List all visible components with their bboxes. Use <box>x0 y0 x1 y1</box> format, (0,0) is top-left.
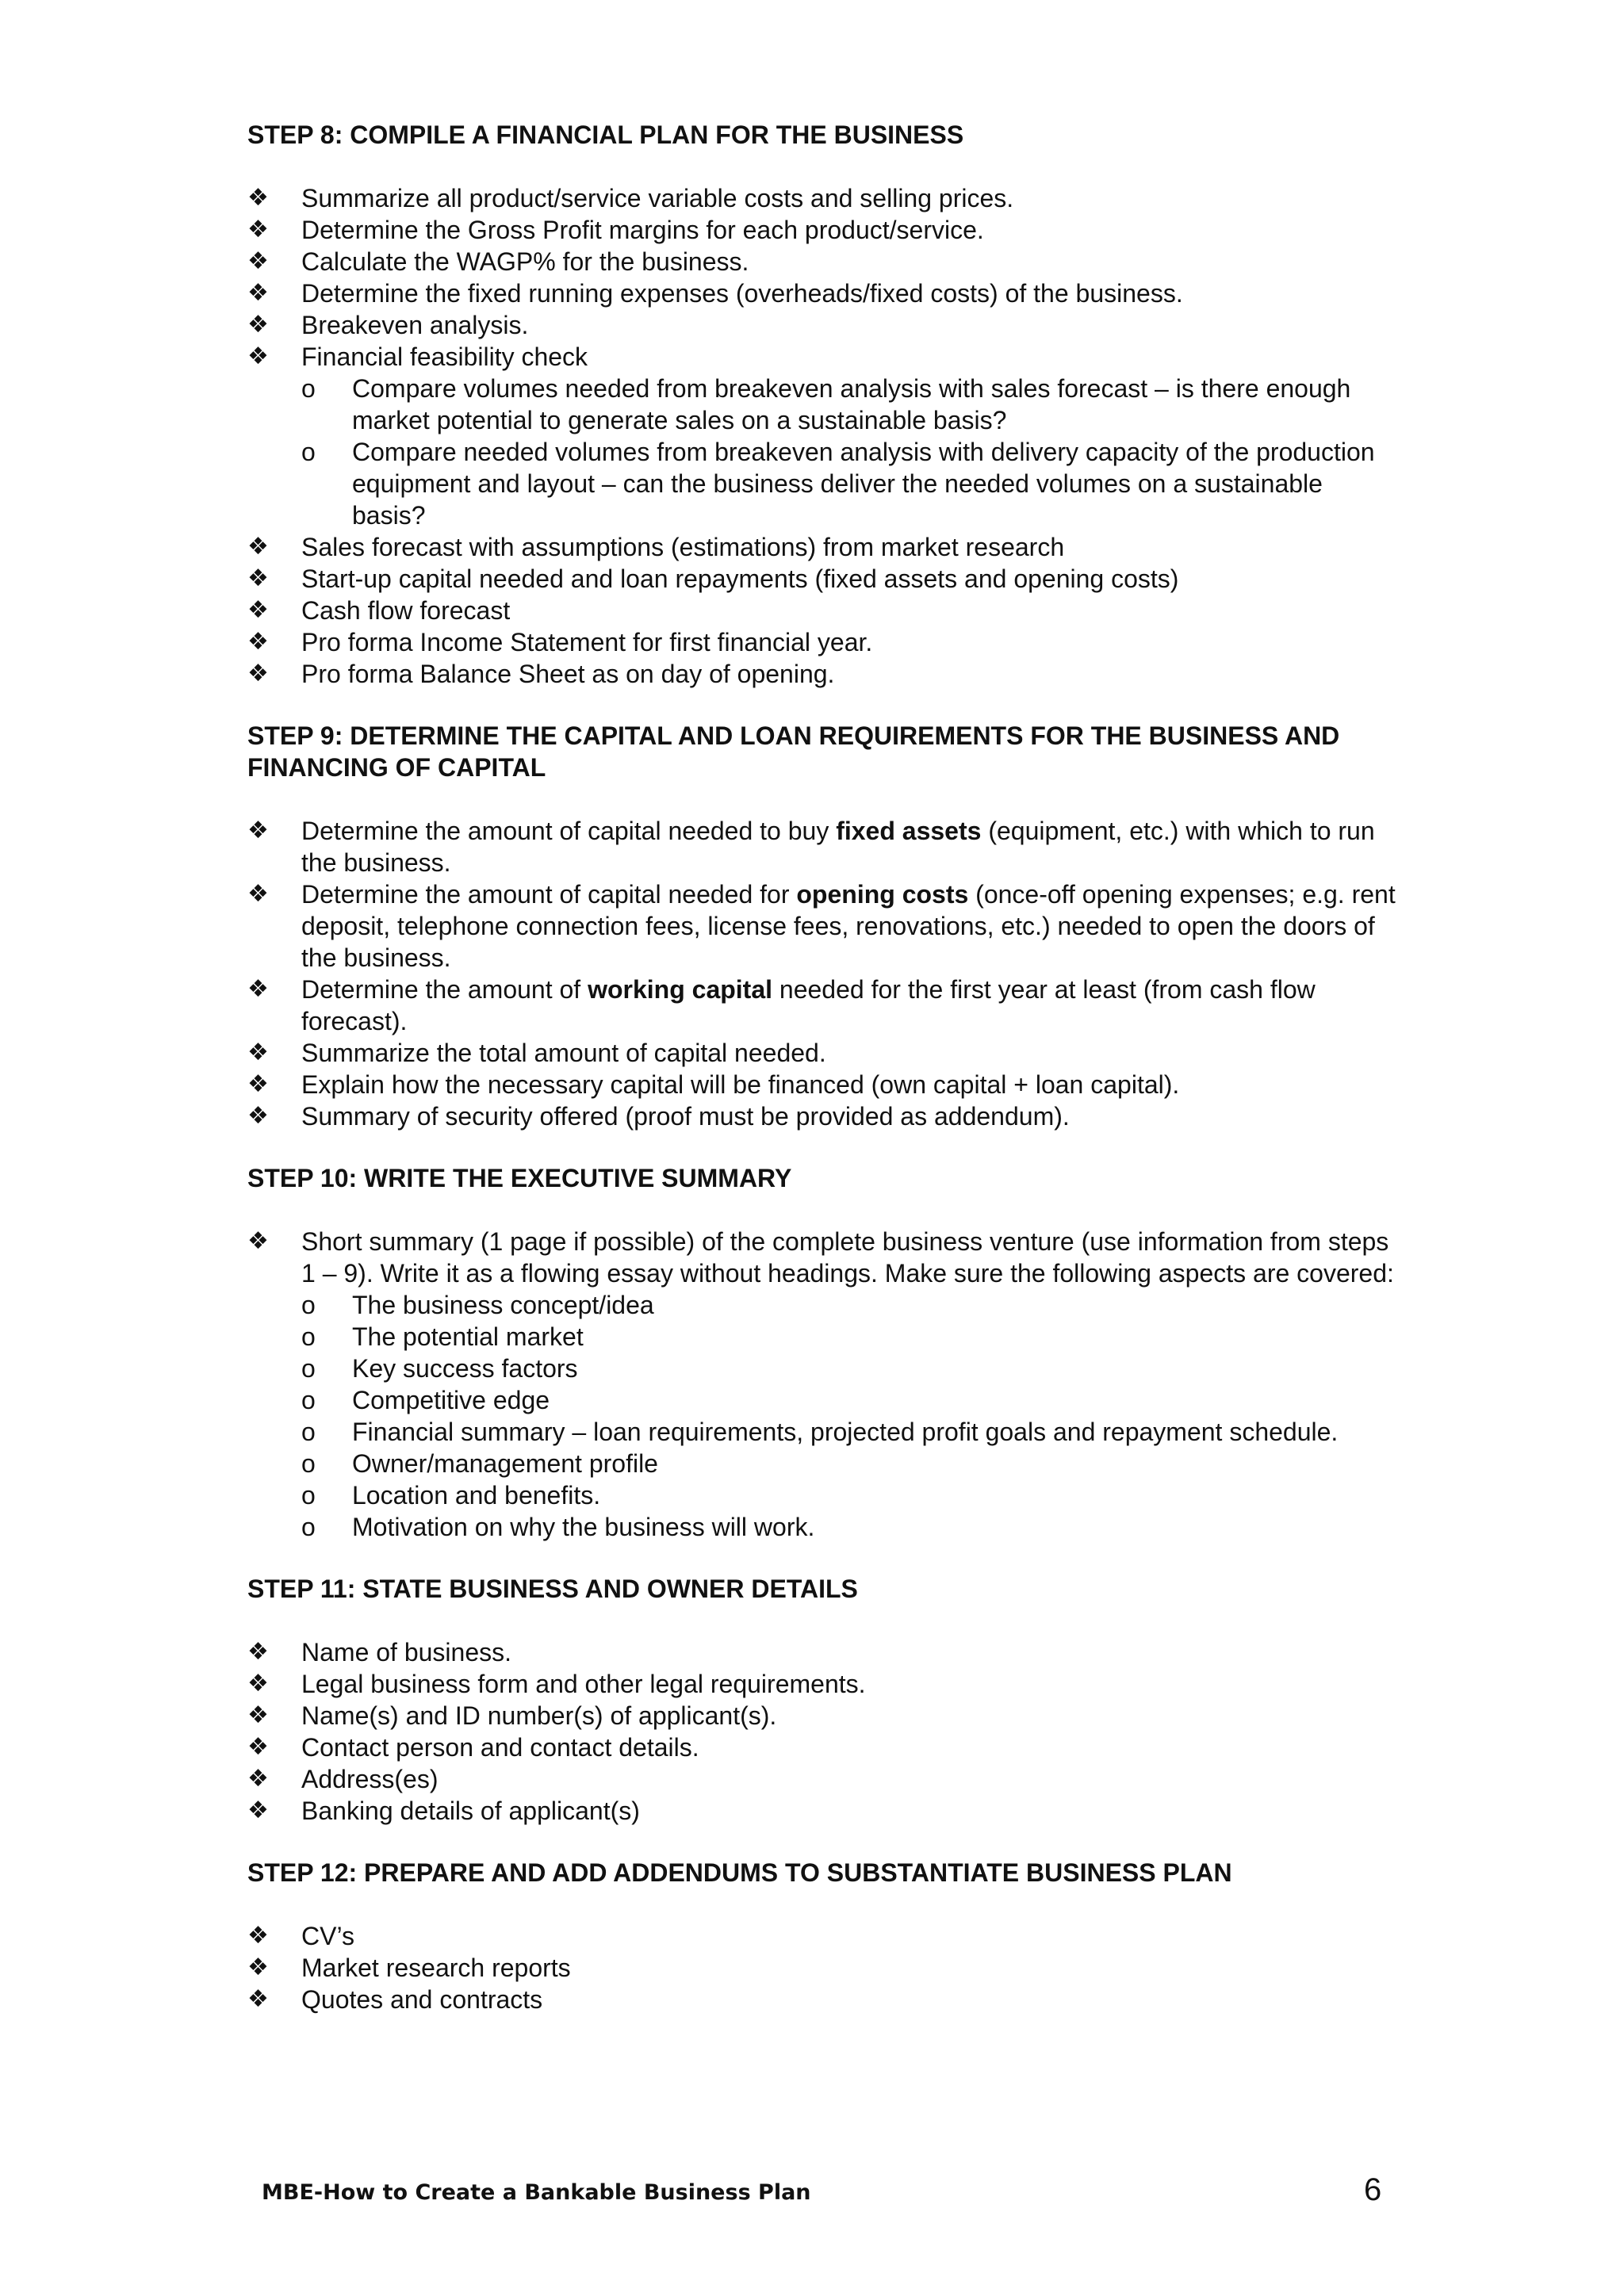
list-item: ❖ Determine the Gross Profit margins for each product/service. <box>247 216 984 244</box>
step8-heading: STEP 8: COMPILE A FINANCIAL PLAN FOR THE BUSINESS <box>247 121 964 149</box>
circle-bullet-icon: o <box>301 1354 316 1383</box>
sub-list-item: o Competitive edge <box>301 1386 550 1414</box>
diamond-bullet-icon: ❖ <box>247 1102 269 1130</box>
step11-list <box>247 1636 1397 1827</box>
circle-bullet-icon: o <box>301 1386 316 1414</box>
circle-bullet-icon: o <box>301 1322 316 1351</box>
diamond-bullet-icon: ❖ <box>247 184 269 212</box>
diamond-bullet-icon: ❖ <box>247 564 269 592</box>
list-item: ❖ Sales forecast with assumptions (estimations) from market research <box>247 533 1065 561</box>
sub-list-item: o Owner/management profile <box>301 1449 658 1478</box>
diamond-bullet-icon: ❖ <box>247 1765 269 1793</box>
list-item: ❖ Determine the amount of capital needed for opening costs (once-off opening expenses; e.g. rent deposit, telephone connection fees, license fees, renovations, etc.) needed to open the doors of the business. <box>247 880 1396 972</box>
circle-bullet-icon: o <box>301 1449 316 1478</box>
diamond-bullet-icon: ❖ <box>247 1922 269 1950</box>
diamond-bullet-icon: ❖ <box>247 279 269 307</box>
diamond-bullet-icon: ❖ <box>247 1638 269 1666</box>
step8-list <box>247 182 1397 690</box>
diamond-bullet-icon: ❖ <box>247 817 269 844</box>
sub-list-item: o The business concept/idea <box>301 1291 654 1319</box>
diamond-bullet-icon: ❖ <box>247 628 269 656</box>
step10-list <box>247 1226 1397 1543</box>
list-item: ❖ Banking details of applicant(s) <box>247 1797 640 1825</box>
list-item: ❖ Calculate the WAGP% for the business. <box>247 247 749 276</box>
circle-bullet-icon: o <box>301 1418 316 1446</box>
list-item: ❖ Summarize all product/service variable costs and selling prices. <box>247 184 1014 212</box>
sub-list-item: o Motivation on why the business will work. <box>301 1513 815 1541</box>
sub-list-item: o Key success factors <box>301 1354 578 1383</box>
diamond-bullet-icon: ❖ <box>247 660 269 687</box>
step12-list <box>247 1920 1397 2015</box>
feasibility-sublist <box>301 373 1397 531</box>
list-item: ❖ Determine the amount of capital needed to buy fixed assets (equipment, etc.) with which to run the business. <box>247 817 1375 877</box>
list-item: ❖ Short summary (1 page if possible) of the complete business venture (use information from steps 1 – 9). Write it as a flowing essay without headings. Make sure the following aspects are covered: o The business concept/idea o The potential market o Key success factors o Competitive edge o Financial summary – loan requirements, projected profit goals and repayment schedule. o Owner/management profile o Location and benefits. o Motivation on why the business will work. <box>247 1226 1397 1543</box>
diamond-bullet-icon: ❖ <box>247 342 269 370</box>
list-item: ❖ Breakeven analysis. <box>247 311 529 339</box>
diamond-bullet-icon: ❖ <box>247 216 269 243</box>
diamond-bullet-icon: ❖ <box>247 1227 269 1255</box>
diamond-bullet-icon: ❖ <box>247 533 269 561</box>
circle-bullet-icon: o <box>301 1291 316 1319</box>
list-item: ❖ Summary of security offered (proof must be provided as addendum). <box>247 1102 1070 1131</box>
step10-heading: STEP 10: WRITE THE EXECUTIVE SUMMARY <box>247 1164 792 1192</box>
list-item: ❖ Legal business form and other legal requirements. <box>247 1670 866 1698</box>
diamond-bullet-icon: ❖ <box>247 1985 269 2013</box>
step11-heading: STEP 11: STATE BUSINESS AND OWNER DETAILS <box>247 1575 858 1603</box>
circle-bullet-icon: o <box>301 1513 316 1541</box>
list-item: ❖ Financial feasibility check o Compare volumes needed from breakeven analysis with sales forecast – is there enough market potential to generate sales on a sustainable basis? o Compare needed volumes from breakeven analysis with delivery capacity of the production equipment and layout – can the business deliver the needed volumes on a sustainable basis? <box>247 341 1397 531</box>
page-number: 6 <box>1364 2172 1382 2207</box>
circle-bullet-icon: o <box>301 1481 316 1510</box>
diamond-bullet-icon: ❖ <box>247 596 269 624</box>
list-item: ❖ Name of business. <box>247 1638 512 1667</box>
diamond-bullet-icon: ❖ <box>247 1039 269 1066</box>
diamond-bullet-icon: ❖ <box>247 1954 269 1981</box>
diamond-bullet-icon: ❖ <box>247 1070 269 1098</box>
list-item: ❖ Market research reports <box>247 1954 571 1982</box>
list-item: ❖ Quotes and contracts <box>247 1985 543 2014</box>
step9-heading: STEP 9: DETERMINE THE CAPITAL AND LOAN REQUIREMENTS FOR THE BUSINESS AND FINANCING OF CAPITAL <box>247 721 1340 782</box>
list-item: ❖ Start-up capital needed and loan repayments (fixed assets and opening costs) <box>247 564 1179 593</box>
diamond-bullet-icon: ❖ <box>247 880 269 908</box>
diamond-bullet-icon: ❖ <box>247 1733 269 1761</box>
list-item: ❖ CV’s <box>247 1922 354 1950</box>
list-item: ❖ Name(s) and ID number(s) of applicant(s). <box>247 1701 777 1730</box>
step9-list <box>247 815 1397 1132</box>
diamond-bullet-icon: ❖ <box>247 311 269 339</box>
list-item: ❖ Determine the fixed running expenses (overheads/fixed costs) of the business. <box>247 279 1183 308</box>
page-content <box>247 119 1397 2045</box>
sub-list-item: o Compare needed volumes from breakeven analysis with delivery capacity of the production equipment and layout – can the business deliver the needed volumes on a sustainable basis? <box>301 438 1375 530</box>
list-item: ❖ Address(es) <box>247 1765 439 1793</box>
list-item: ❖ Pro forma Balance Sheet as on day of opening. <box>247 660 835 688</box>
summary-aspects-sublist <box>301 1289 1397 1543</box>
list-item: ❖ Summarize the total amount of capital needed. <box>247 1039 826 1067</box>
list-item: ❖ Explain how the necessary capital will be financed (own capital + loan capital). <box>247 1070 1180 1099</box>
list-item: ❖ Cash flow forecast <box>247 596 511 625</box>
circle-bullet-icon: o <box>301 438 316 466</box>
diamond-bullet-icon: ❖ <box>247 1701 269 1729</box>
circle-bullet-icon: o <box>301 374 316 403</box>
diamond-bullet-icon: ❖ <box>247 975 269 1003</box>
diamond-bullet-icon: ❖ <box>247 1670 269 1697</box>
footer-title: MBE-How to Create a Bankable Business Plan <box>262 2180 811 2205</box>
list-item: ❖ Determine the amount of working capital needed for the first year at least (from cash flow forecast). <box>247 975 1316 1035</box>
sub-list-item: o Compare volumes needed from breakeven analysis with sales forecast – is there enough market potential to generate sales on a sustainable basis? <box>301 374 1351 434</box>
sub-list-item: o Financial summary – loan requirements, projected profit goals and repayment schedule. <box>301 1418 1339 1446</box>
diamond-bullet-icon: ❖ <box>247 247 269 275</box>
list-item: ❖ Pro forma Income Statement for first financial year. <box>247 628 873 656</box>
list-item: ❖ Contact person and contact details. <box>247 1733 699 1762</box>
diamond-bullet-icon: ❖ <box>247 1797 269 1824</box>
sub-list-item: o Location and benefits. <box>301 1481 601 1510</box>
step12-heading: STEP 12: PREPARE AND ADD ADDENDUMS TO SUBSTANTIATE BUSINESS PLAN <box>247 1858 1232 1887</box>
sub-list-item: o The potential market <box>301 1322 584 1351</box>
